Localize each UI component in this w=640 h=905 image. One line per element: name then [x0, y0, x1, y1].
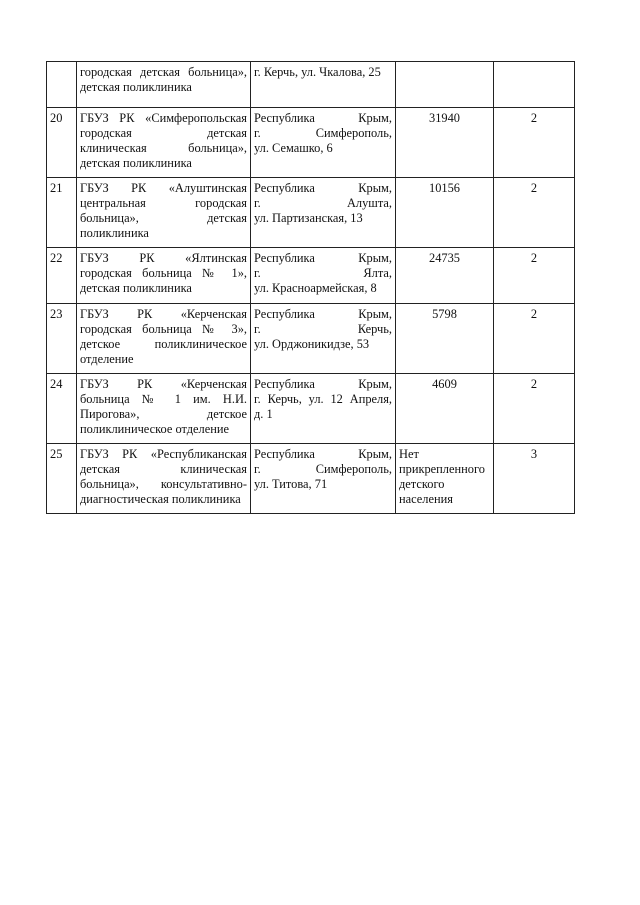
cell-text-line: ул. Орджоникидзе, 53 [254, 337, 370, 351]
population-text-line: 10156 [429, 181, 460, 195]
cell-text-line: д. 1 [254, 407, 273, 421]
cell-text-line: детское поликлиническое [80, 337, 247, 351]
attached-population [396, 178, 494, 248]
population-text-line: населения [399, 492, 453, 506]
institution-name [77, 248, 251, 304]
institution-name [77, 62, 251, 108]
institution-address [251, 304, 396, 374]
cell-text-line: Республика Крым, [254, 377, 392, 391]
table-row [47, 304, 575, 374]
cell-text-line: г. Алушта, [254, 196, 392, 210]
table-row [47, 444, 575, 514]
cell-text-line: городская детская [80, 126, 247, 140]
cell-text-line: ул. Семашко, 6 [254, 141, 333, 155]
cell-text-line: городская больница № 1», [80, 266, 247, 280]
cell-text-line: ул. Титова, 71 [254, 477, 328, 491]
cell-text-line: больница», консультативно- [80, 477, 247, 491]
table-row [47, 374, 575, 444]
attached-population [396, 108, 494, 178]
institution-address [251, 444, 396, 514]
cell-text-line: ГБУЗ РК «Республиканская [80, 447, 247, 461]
row-number: 23 [47, 304, 77, 374]
attached-population [396, 374, 494, 444]
cell-text-line: клиническая больница», [80, 141, 247, 155]
institution-address [251, 374, 396, 444]
care-level: 2 [494, 178, 575, 248]
clinics-table-body [47, 62, 575, 514]
cell-text-line: отделение [80, 352, 134, 366]
cell-text-line: ул. Партизанская, 13 [254, 211, 363, 225]
row-number: 20 [47, 108, 77, 178]
population-text-line: 5798 [432, 307, 457, 321]
cell-text-line: Республика Крым, [254, 181, 392, 195]
cell-text-line: г. Ялта, [254, 266, 392, 280]
population-text-line: 24735 [429, 251, 460, 265]
institution-name [77, 374, 251, 444]
cell-text-line: г. Керчь, ул. 12 Апреля, [254, 392, 392, 406]
row-number: 24 [47, 374, 77, 444]
cell-text-line: городская больница № 3», [80, 322, 247, 336]
cell-text-line: г. Симферополь, [254, 126, 392, 140]
care-level: 3 [494, 444, 575, 514]
table-row [47, 108, 575, 178]
population-text-line: Нет [399, 447, 419, 461]
cell-text-line: поликлиника [80, 226, 149, 240]
cell-text-line: Республика Крым, [254, 251, 392, 265]
row-number: 22 [47, 248, 77, 304]
institution-name [77, 108, 251, 178]
cell-text-line: Республика Крым, [254, 111, 392, 125]
clinics-table [46, 61, 575, 514]
care-level: 2 [494, 108, 575, 178]
cell-text-line: больница № 1 им. Н.И. [80, 392, 247, 406]
institution-name [77, 178, 251, 248]
cell-text-line: ГБУЗ РК «Ялтинская [80, 251, 247, 265]
care-level: 2 [494, 248, 575, 304]
cell-text-line: Республика Крым, [254, 307, 392, 321]
cell-text-line: ГБУЗ РК «Керченская [80, 307, 247, 321]
cell-text-line: детская поликлиника [80, 80, 192, 94]
cell-text-line: детская поликлиника [80, 281, 192, 295]
cell-text-line: диагностическая поликлиника [80, 492, 241, 506]
population-text-line: 4609 [432, 377, 457, 391]
care-level: 2 [494, 304, 575, 374]
table-row [47, 62, 575, 108]
cell-text-line: г. Керчь, ул. Чкалова, 25 [254, 65, 381, 79]
care-level [494, 62, 575, 108]
institution-name [77, 444, 251, 514]
population-text-line: детского [399, 477, 445, 491]
cell-text-line: Республика Крым, [254, 447, 392, 461]
attached-population [396, 248, 494, 304]
table-row [47, 248, 575, 304]
row-number: 21 [47, 178, 77, 248]
cell-text-line: г. Симферополь, [254, 462, 392, 476]
cell-text-line: поликлиническое отделение [80, 422, 229, 436]
cell-text-line: ГБУЗ РК «Симферопольская [80, 111, 247, 125]
cell-text-line: ГБУЗ РК «Алуштинская [80, 181, 247, 195]
population-text-line: прикрепленного [399, 462, 485, 476]
institution-address [251, 178, 396, 248]
institution-name [77, 304, 251, 374]
row-number [47, 62, 77, 108]
cell-text-line: больница», детская [80, 211, 247, 225]
row-number: 25 [47, 444, 77, 514]
cell-text-line: ГБУЗ РК «Керченская [80, 377, 247, 391]
cell-text-line: детская клиническая [80, 462, 247, 476]
cell-text-line: центральная городская [80, 196, 247, 210]
care-level: 2 [494, 374, 575, 444]
cell-text-line: ул. Красноармейская, 8 [254, 281, 377, 295]
cell-text-line: детская поликлиника [80, 156, 192, 170]
population-text-line: 31940 [429, 111, 460, 125]
institution-address [251, 108, 396, 178]
attached-population [396, 444, 494, 514]
cell-text-line: городская детская больница», [80, 65, 247, 79]
table-row [47, 178, 575, 248]
institution-address [251, 62, 396, 108]
cell-text-line: г. Керчь, [254, 322, 392, 336]
cell-text-line: Пирогова», детское [80, 407, 247, 421]
attached-population [396, 304, 494, 374]
institution-address [251, 248, 396, 304]
attached-population [396, 62, 494, 108]
